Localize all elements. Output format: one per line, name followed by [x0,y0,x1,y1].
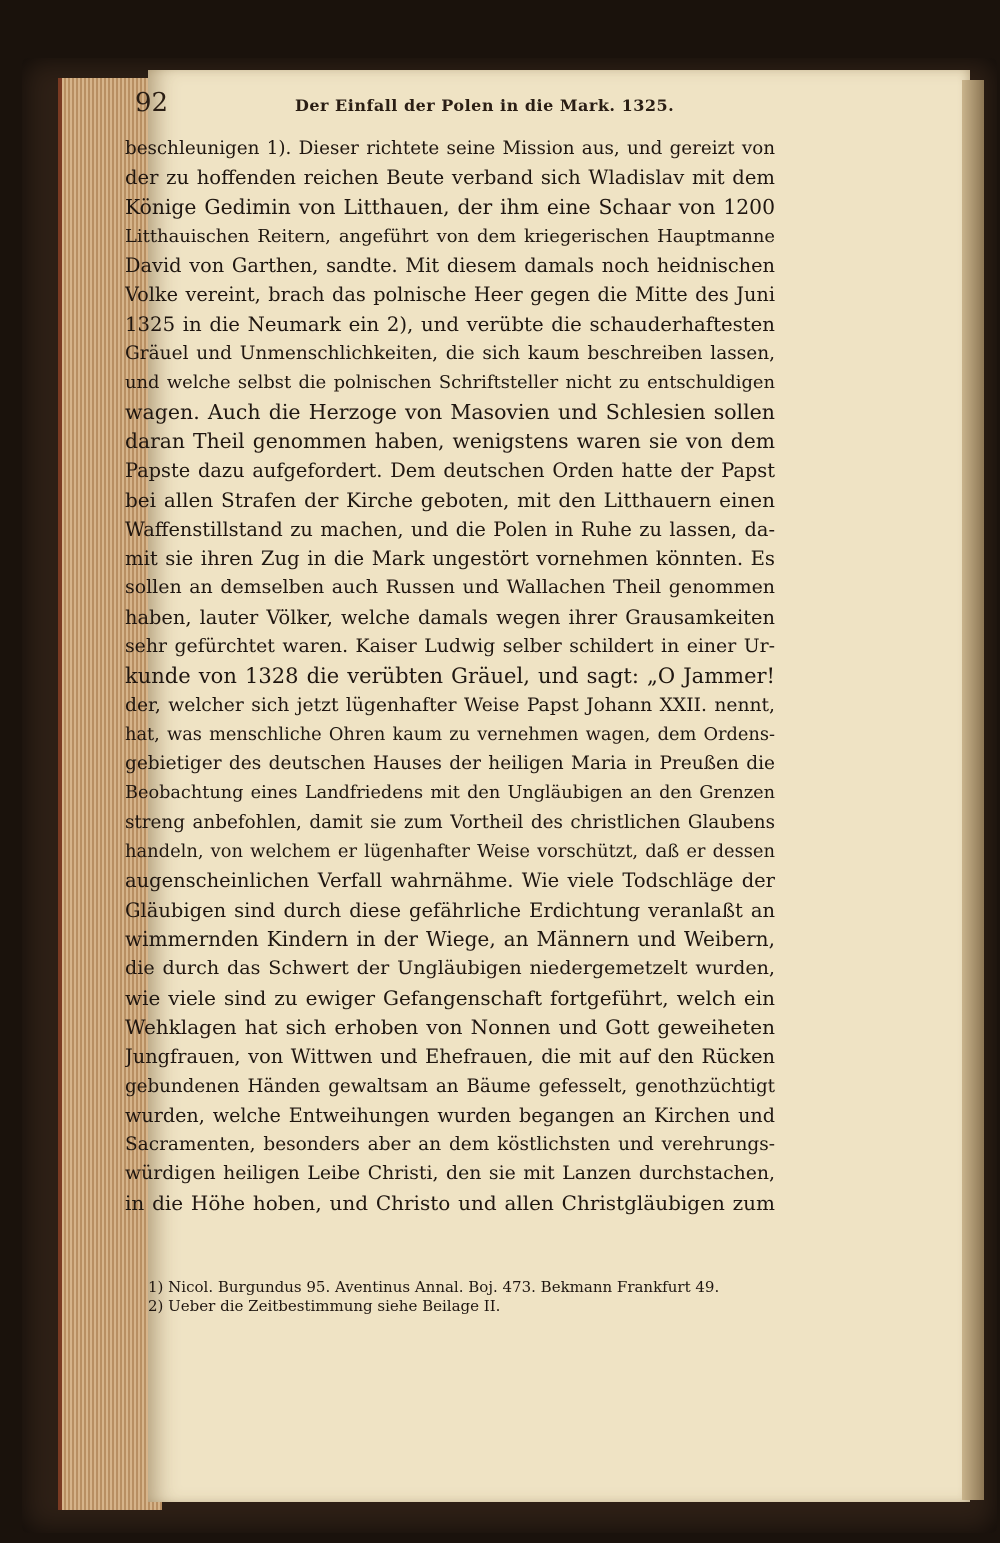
text-line: wurden, welche Entweihungen wurden begangen an Kirchen und [125,1103,775,1127]
text-line: wagen. Auch die Herzoge von Masovien und Schlesien sollen [125,399,775,424]
text-line: mit sie ihren Zug in die Mark ungestört vornehmen könnten. Es [125,547,775,571]
page-header [135,88,775,128]
text-line: Gläubigen sind durch diese gefährliche Erdichtung veranlaßt an [125,898,775,922]
text-line: bei allen Strafen der Kirche geboten, mit den Litthauern einen [125,487,775,512]
text-line: gebietiger des deutschen Hauses der heiligen Maria in Preußen die [125,753,775,775]
text-line: Könige Gedimin von Litthauen, der ihm eine Schaar von 1200 [125,194,775,219]
text-line: daran Theil genommen haben, wenigstens waren sie von dem [125,428,775,453]
body-text [125,134,775,1218]
text-line: Wehklagen hat sich erhoben von Nonnen und Gott geweiheten [125,1014,775,1039]
text-line: Waffenstillstand zu machen, und die Polen in Ruhe zu lassen, da- [125,517,775,541]
footnote: 2) Ueber die Zeitbestimmung siehe Beilage II. [148,1297,501,1315]
text-line: augenscheinlichen Verfall wahrnähme. Wie viele Todschläge der [125,869,775,893]
text-line: Sacramenten, besonders aber an dem köstlichsten und verehrungs- [125,1134,775,1156]
text-line: gebundenen Händen gewaltsam an Bäume gefesselt, genothzüchtigt [125,1075,775,1097]
text-line: streng anbefohlen, damit sie zum Vortheil des christlichen Glaubens [125,811,775,833]
text-line: wie viele sind zu ewiger Gefangenschaft fortgeführt, welch ein [125,985,775,1010]
text-line: Beobachtung eines Landfriedens mit den Ungläubigen an den Grenzen [125,782,775,803]
text-line: beschleunigen 1). Dieser richtete seine Mission aus, und gereizt von [125,138,775,159]
text-line: 1325 in die Neumark ein 2), und verübte die schauderhaftesten [125,312,775,336]
text-line: Papste dazu aufgefordert. Dem deutschen Orden hatte der Papst [125,459,775,483]
text-line: Litthauischen Reitern, angeführt von dem kriegerischen Hauptmanne [125,225,775,247]
page-gutter-right [962,80,984,1500]
text-line: und welche selbst die polnischen Schriftsteller nicht zu entschuldigen [125,372,775,394]
footnotes [148,1278,728,1316]
text-line: kunde von 1328 die verübten Gräuel, und sagt: „O Jammer! [125,663,775,689]
text-line: wimmernden Kindern in der Wiege, an Männern und Weibern, [125,927,775,952]
text-line: hat, was menschliche Ohren kaum zu vernehmen wagen, dem Ordens- [125,723,775,745]
text-line: Volke vereint, brach das polnische Heer gegen die Mitte des Juni [125,283,775,307]
text-line: haben, lauter Völker, welche damals wegen ihrer Grausamkeiten [125,605,775,629]
text-line: würdigen heiligen Leibe Christi, den sie mit Lanzen durchstachen, [125,1163,775,1185]
running-head: Der Einfall der Polen in die Mark. 1325. [295,96,675,115]
text-line: der, welcher sich jetzt lügenhafter Weise Papst Johann XXII. nennt, [125,694,775,716]
text-line: in die Höhe hoben, und Christo und allen Christgläubigen zum [125,1190,775,1215]
text-line: Gräuel und Unmenschlichkeiten, die sich kaum beschreiben lassen, [125,343,775,365]
text-line: handeln, von welchem er lügenhafter Weise vorschützt, daß er dessen [125,841,775,863]
text-line: sehr gefürchtet waren. Kaiser Ludwig selber schildert in einer Ur- [125,635,775,658]
text-line: Jungfrauen, von Wittwen und Ehefrauen, die mit auf den Rücken [125,1045,775,1069]
text-line: sollen an demselben auch Russen und Wallachen Theil genommen [125,576,775,599]
page-number: 92 [135,88,169,118]
footnote: 1) Nicol. Burgundus 95. Aventinus Annal. Boj. 473. Bekmann Frankfurt 49. [148,1278,720,1296]
text-line: David von Garthen, sandte. Mit diesem damals noch heidnischen [125,254,775,278]
text-line: der zu hoffenden reichen Beute verband sich Wladislav mit dem [125,166,775,190]
text-line: die durch das Schwert der Ungläubigen niedergemetzelt wurden, [125,957,775,980]
